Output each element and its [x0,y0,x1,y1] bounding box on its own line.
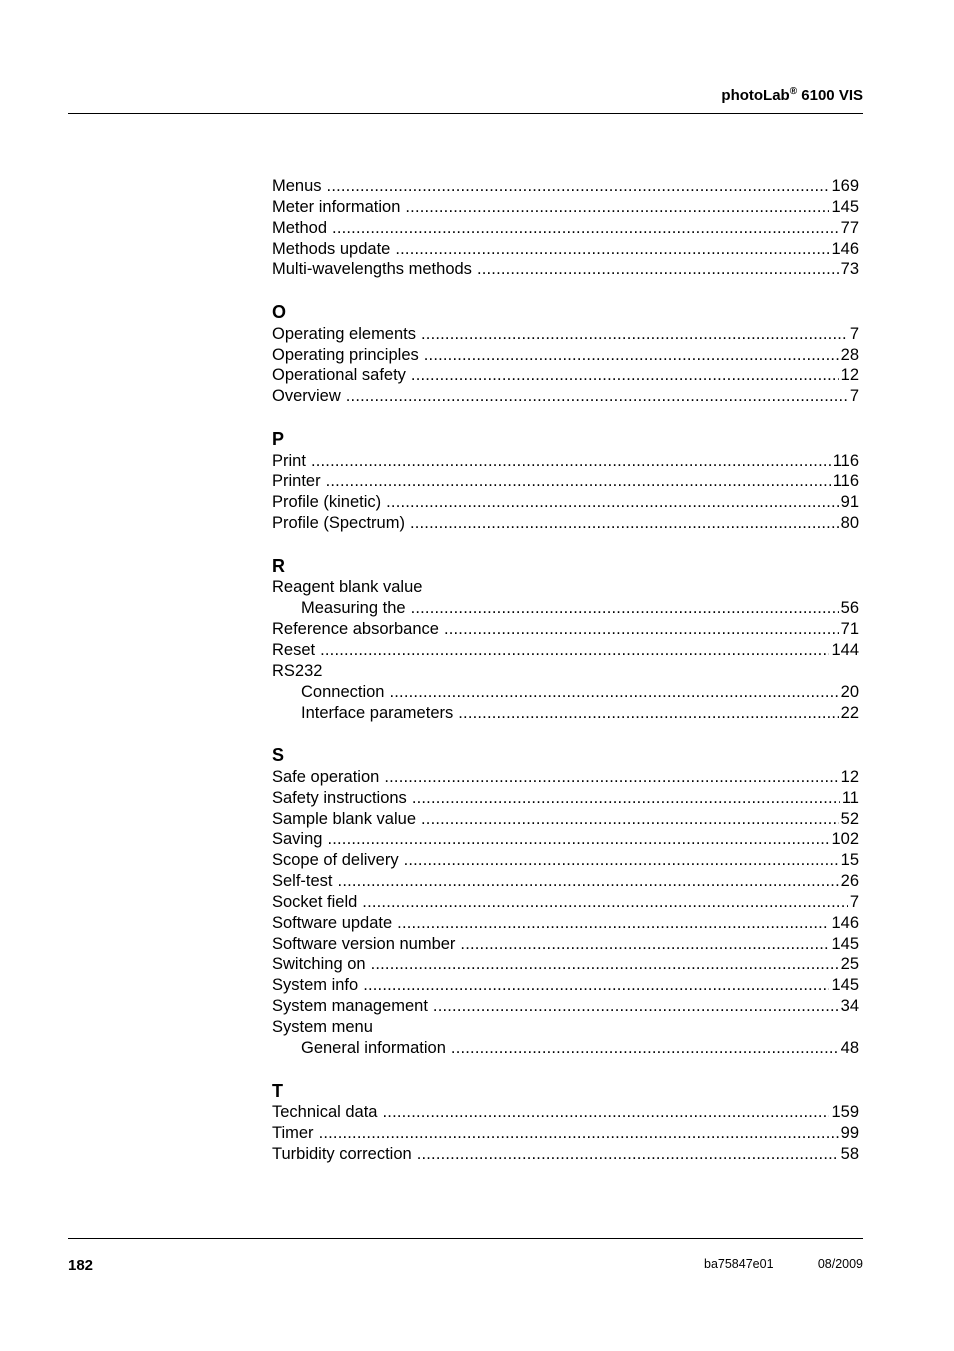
index-letter-heading: P [272,429,285,450]
index-term: Safe operation [272,767,380,786]
index-term: Printer [272,472,321,491]
index-term: Timer [272,1124,314,1143]
index-page-ref: 145 [831,976,859,995]
index-term: Reset [272,641,316,659]
index-page-ref: 12 [840,366,859,385]
index-section [272,556,859,723]
index-entry [272,1102,859,1123]
index-term: Interface parameters [301,703,454,722]
index-term: Multi-wavelengths methods [272,260,472,279]
index-page-ref: 28 [840,345,859,364]
index-term: Profile (kinetic) [272,493,382,512]
index-page-ref: 34 [840,997,859,1016]
index-letter-heading: T [272,1080,283,1101]
index-term: Reference absorbance [272,620,439,639]
index-term: Safety instructions [272,788,407,807]
index-page-ref: 11 [841,788,859,807]
index-entry [272,259,859,280]
index-term: General information [301,1038,446,1057]
dot-leader [444,619,839,640]
index-term: Operating principles [272,345,419,364]
index-term: Operating elements [272,324,416,343]
index-entry [272,767,859,788]
index-page-ref: 146 [831,913,859,932]
dot-leader [412,788,840,809]
index-entry [272,218,859,239]
dot-leader [384,767,838,788]
index-letter-heading: S [272,745,285,766]
index-term: Sample blank value [272,809,417,828]
index-subentry [272,1038,859,1059]
index-page-ref: 80 [840,514,859,533]
index-page-ref: 102 [831,830,859,849]
index-section [272,429,859,534]
dot-leader [326,471,831,492]
index-term: Methods update [272,239,391,258]
index-page-ref: 116 [832,472,859,491]
index-entry [272,492,859,513]
index-page-ref: 58 [840,1144,859,1163]
index-entry [272,1144,859,1165]
dot-leader [383,1102,830,1123]
dot-leader [405,197,829,218]
index-page-ref: 169 [831,177,859,195]
index-page-ref: 52 [840,809,859,828]
index-entry [272,850,859,871]
dot-leader [311,451,831,472]
index-entry [272,809,859,830]
index-page-ref: 116 [832,451,859,470]
index-entry [272,996,859,1017]
dot-leader [451,1038,839,1059]
index-page-ref: 146 [831,239,859,258]
index-page-ref: 22 [840,703,859,722]
dot-leader [460,934,829,955]
index-entry [272,386,859,407]
index-entry [272,934,859,955]
index-term: System management [272,997,428,1016]
index-term: Software version number [272,934,456,953]
index-term: Menus [272,177,322,195]
dot-leader [411,365,839,386]
dot-leader [395,239,829,260]
index-entry [272,365,859,386]
header-divider [68,113,863,114]
dot-leader [417,1144,839,1165]
index-page-ref: 12 [840,767,859,786]
index-subentry [272,682,859,703]
dot-leader [458,703,838,724]
index-entry [272,1123,859,1144]
index-entry [272,913,859,934]
index-entry [272,239,859,260]
index-section [272,745,859,1058]
footer-divider [68,1238,863,1239]
index-page-ref: 20 [840,682,859,701]
index-term: Technical data [272,1103,378,1122]
index-term: Software update [272,913,393,932]
index-term: System menu [272,1018,373,1036]
index-term: RS232 [272,661,323,680]
index-entry [272,871,859,892]
index-page-ref: 15 [840,851,859,870]
footer-date: 08/2009 [817,1257,863,1271]
index-page-ref: 56 [840,599,859,618]
index-page-ref: 91 [840,493,859,512]
dot-leader [386,492,839,513]
index-entry [272,176,859,197]
index-term: Overview [272,387,341,406]
index-entry [272,975,859,996]
index-entry [272,1017,859,1038]
index-term: Saving [272,830,323,849]
product-model: 6100 VIS [797,87,863,104]
index-page-ref: 73 [840,260,859,279]
dot-leader [338,871,839,892]
index-term: Method [272,218,328,237]
alphabetical-index [272,176,859,1187]
index-page-ref: 145 [831,934,859,953]
dot-leader [346,386,848,407]
index-term: Operational safety [272,366,406,385]
index-term: Measuring the [301,599,406,618]
dot-leader [332,218,839,239]
dot-leader [433,996,839,1017]
dot-leader [421,324,848,345]
dot-leader [371,954,839,975]
dot-leader [389,682,838,703]
index-section [272,1081,859,1165]
index-entry [272,619,859,640]
index-entry [272,577,859,598]
index-page-ref: 144 [831,641,859,659]
dot-leader [362,892,848,913]
index-entry [272,829,859,850]
index-page-ref: 71 [840,620,859,639]
index-letter-heading: R [272,555,285,576]
index-section [272,176,859,280]
index-term: Turbidity correction [272,1144,412,1163]
document-header-title [721,86,863,104]
index-entry [272,471,859,492]
index-term: Self-test [272,872,333,891]
index-page-ref: 145 [831,197,859,216]
index-subentry [272,703,859,724]
index-term: Reagent blank value [272,578,423,597]
dot-leader [320,640,829,661]
index-page-ref: 7 [849,387,859,406]
product-name: photoLab [721,87,790,104]
index-entry [272,892,859,913]
dot-leader [410,513,839,534]
dot-leader [327,829,829,850]
dot-leader [411,598,839,619]
index-page-ref: 77 [840,218,859,237]
index-term: Switching on [272,955,366,974]
index-entry [272,197,859,218]
dot-leader [477,259,839,280]
index-term: Scope of delivery [272,851,399,870]
index-page-ref: 25 [840,955,859,974]
dot-leader [363,975,829,996]
index-term: Connection [301,682,385,701]
index-entry [272,788,859,809]
index-term: Meter information [272,197,401,216]
index-page-ref: 48 [840,1038,859,1057]
index-page-ref: 99 [840,1124,859,1143]
index-term: Print [272,451,306,470]
index-subentry [272,598,859,619]
index-entry [272,513,859,534]
dot-leader [421,809,839,830]
index-page-ref: 159 [831,1103,859,1122]
dot-leader [319,1123,839,1144]
index-entry [272,345,859,366]
index-entry [272,451,859,472]
index-entry [272,324,859,345]
index-page-ref: 7 [849,892,859,911]
index-page-ref: 26 [840,872,859,891]
index-term: System info [272,976,359,995]
index-page-ref: 7 [849,324,859,343]
index-entry [272,954,859,975]
registered-mark: ® [789,86,798,97]
dot-leader [327,176,830,197]
index-term: Socket field [272,892,358,911]
index-entry [272,661,859,682]
index-entry [272,640,859,661]
footer-page-number: 182 [68,1257,94,1274]
dot-leader [397,913,829,934]
footer-document-id: ba75847e01 [704,1257,774,1271]
index-letter-heading: O [272,302,287,323]
index-term: Profile (Spectrum) [272,514,405,533]
dot-leader [424,345,839,366]
dot-leader [404,850,839,871]
index-section [272,302,859,407]
